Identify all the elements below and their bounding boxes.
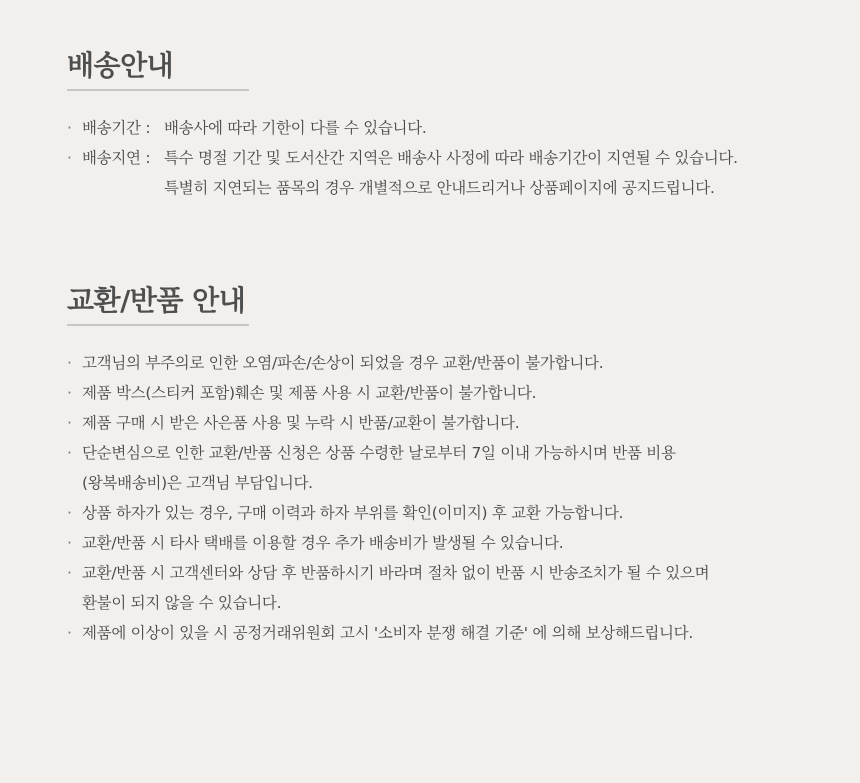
shipping-period-item: [67, 113, 840, 143]
list-item-text: 제품에 이상이 있을 시 공정거래위원회 고시 '소비자 분쟁 해결 기준' 에 의해 보상해드립니다.: [82, 624, 693, 642]
bullet: ·: [67, 444, 72, 462]
shipping-title-underline: [67, 89, 249, 91]
list-item-text: 제품 구매 시 받은 사은품 사용 및 누락 시 반품/교환이 불가합니다.: [82, 414, 520, 432]
list-item: [67, 618, 840, 648]
shipping-delay-continuation: 특별히 지연되는 품목의 경우 개별적으로 안내드리거나 상품페이지에 공지드립니다.: [164, 179, 715, 197]
list-item-continuation: 환불이 되지 않을 수 있습니다.: [82, 594, 282, 612]
bullet: ·: [67, 564, 72, 582]
shipping-period-label: 배송기간 :: [82, 119, 151, 137]
bullet: ·: [67, 149, 72, 167]
list-item-text: 고객님의 부주의로 인한 오염/파손/손상이 되었을 경우 교환/반품이 불가합니다.: [82, 354, 604, 372]
list-item-continuation: (왕복배송비)은 고객님 부담입니다.: [82, 474, 313, 492]
list-item-text: 상품 하자가 있는 경우, 구매 이력과 하자 부위를 확인(이미지) 후 교환 가능합니다.: [82, 504, 624, 522]
shipping-info-section: [67, 48, 840, 203]
list-item-text: 교환/반품 시 타사 택배를 이용할 경우 추가 배송비가 발생될 수 있습니다.: [82, 534, 564, 552]
list-item: [67, 408, 840, 438]
bullet: ·: [67, 119, 72, 137]
list-item-text: 교환/반품 시 고객센터와 상담 후 반품하시기 바라며 절차 없이 반품 시 반송조치가 될 수 있으며: [82, 564, 710, 582]
list-item: [67, 558, 840, 618]
bullet: ·: [67, 624, 72, 642]
list-item: [67, 528, 840, 558]
bullet: ·: [67, 354, 72, 372]
exchange-return-list: [67, 348, 840, 648]
list-item: [67, 378, 840, 408]
shipping-delay-text: 특수 명절 기간 및 도서산간 지역은 배송사 사정에 따라 배송기간이 지연될 수 있습니다.: [164, 149, 738, 167]
bullet: ·: [67, 414, 72, 432]
shipping-info-list: [67, 113, 840, 203]
shipping-delay-label: 배송지연 :: [82, 149, 151, 167]
list-item: [67, 438, 840, 498]
bullet: ·: [67, 534, 72, 552]
list-item-text: 제품 박스(스티커 포함)훼손 및 제품 사용 시 교환/반품이 불가합니다.: [82, 384, 537, 402]
list-item: [67, 498, 840, 528]
exchange-return-section: [67, 283, 840, 648]
exchange-title-underline: [67, 324, 249, 326]
shipping-delay-item: [67, 143, 840, 203]
shipping-info-title: 배송안내: [67, 49, 174, 82]
bullet: ·: [67, 384, 72, 402]
exchange-return-title: 교환/반품 안내: [67, 284, 246, 317]
list-item: [67, 348, 840, 378]
list-item-text: 단순변심으로 인한 교환/반품 신청은 상품 수령한 날로부터 7일 이내 가능하시며 반품 비용: [82, 444, 676, 462]
shipping-period-text: 배송사에 따라 기한이 다를 수 있습니다.: [164, 119, 427, 137]
bullet: ·: [67, 504, 72, 522]
